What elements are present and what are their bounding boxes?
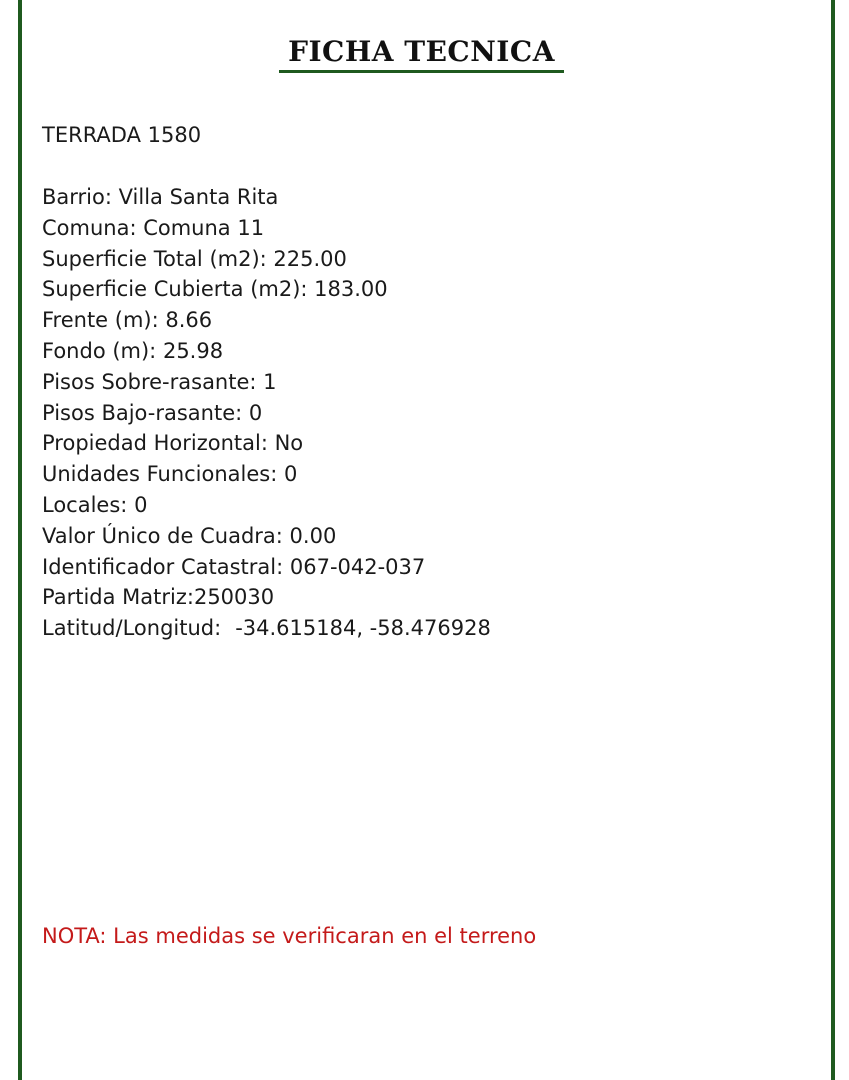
field-valor-unico-cuadra: [42, 521, 491, 552]
field-label: Barrio:: [42, 185, 112, 209]
field-value: 0: [134, 492, 148, 517]
field-label: Identificador Catastral:: [42, 554, 284, 579]
field-label: Frente (m):: [42, 308, 159, 333]
field-barrio: [42, 182, 491, 213]
field-unidades-funcionales: [42, 459, 491, 490]
field-label: Superficie Cubierta (m2):: [42, 277, 308, 302]
field-propiedad-horizontal: [42, 428, 491, 459]
header: [279, 34, 564, 73]
field-value: 25.98: [162, 338, 224, 363]
field-label: Unidades Funcionales:: [42, 462, 278, 487]
field-label: Partida Matriz:: [42, 585, 194, 610]
field-label: Comuna:: [42, 215, 137, 240]
field-frente: [42, 305, 491, 336]
right-border-line: [831, 0, 835, 1080]
field-label: Superficie Total (m2):: [42, 246, 267, 271]
field-value: 0.00: [289, 523, 337, 548]
field-value: 8.66: [165, 308, 213, 333]
field-value: 225.00: [273, 246, 347, 271]
field-pisos-bajo-rasante: [42, 398, 491, 429]
field-value: No: [274, 431, 304, 456]
field-locales: [42, 490, 491, 521]
field-value: Villa Santa Rita: [118, 185, 279, 209]
field-identificador-catastral: [42, 552, 491, 583]
field-value: 250030: [193, 585, 275, 610]
field-latitud-longitud: [42, 613, 491, 644]
page-title: FICHA TECNICA: [288, 35, 555, 68]
field-value: 183.00: [314, 277, 388, 302]
field-comuna: [42, 213, 491, 244]
field-label: Pisos Bajo-rasante:: [42, 400, 243, 425]
field-value: 1: [263, 369, 277, 394]
field-partida-matriz: [42, 582, 491, 613]
field-label: Latitud/Longitud:: [42, 616, 222, 641]
field-superficie-cubierta: [42, 274, 491, 305]
field-superficie-total: [42, 244, 491, 275]
title-underline: [279, 70, 564, 73]
field-label: Valor Único de Cuadra:: [42, 523, 283, 548]
property-name: TERRADA 1580: [42, 123, 202, 147]
field-fondo: [42, 336, 491, 367]
field-label: Locales:: [42, 492, 128, 517]
field-value: 0: [248, 400, 263, 425]
field-value: Comuna 11: [143, 215, 265, 240]
property-details-list: [42, 182, 491, 644]
field-value: -34.615184, -58.476928: [235, 616, 491, 641]
field-label: Propiedad Horizontal:: [42, 431, 268, 456]
field-label: Fondo (m):: [42, 338, 157, 363]
note-text: NOTA: Las medidas se verificaran en el terreno: [42, 924, 537, 948]
left-border-line: [18, 0, 22, 1080]
field-label: Pisos Sobre-rasante:: [42, 369, 257, 394]
field-value: 067-042-037: [289, 554, 426, 579]
field-pisos-sobre-rasante: [42, 367, 491, 398]
field-value: 0: [284, 462, 298, 487]
